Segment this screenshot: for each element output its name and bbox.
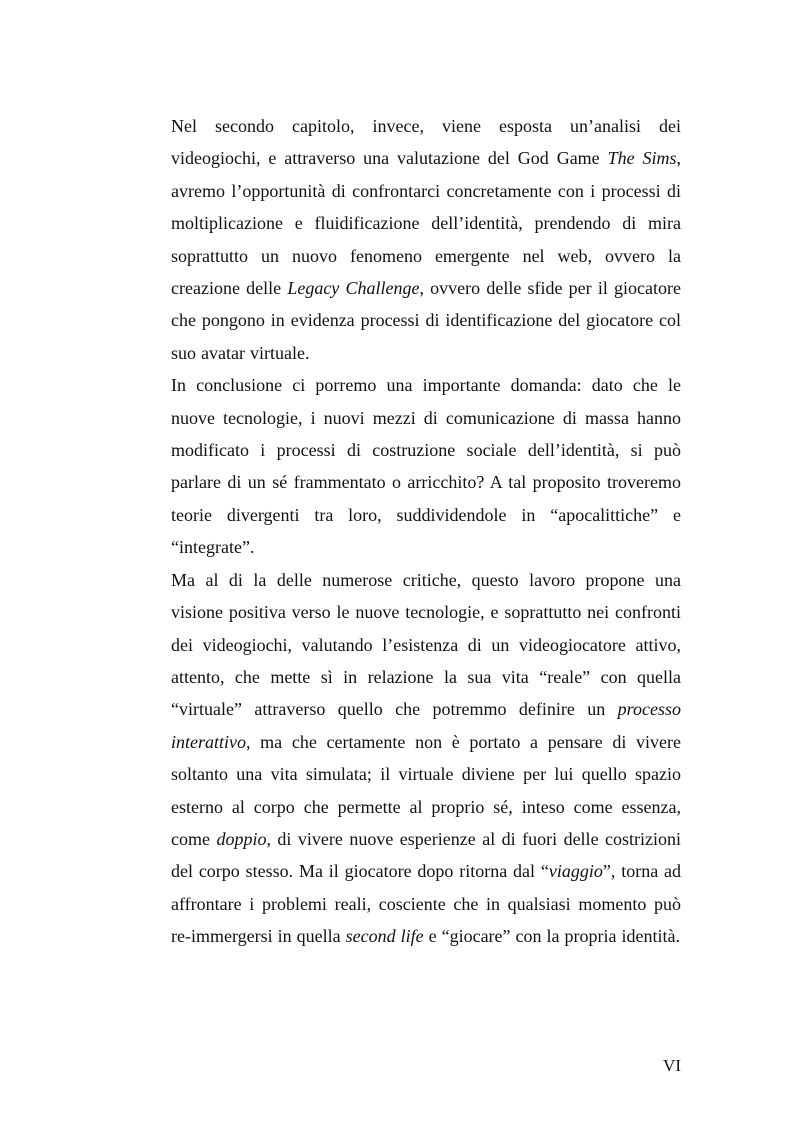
text-segment: Nel secondo capitolo, invece, viene esposta un’analisi dei videogiochi, e attraverso una valutazione del God Game [171, 116, 681, 169]
page-number: VI [663, 1056, 681, 1075]
text-segment: , ovvero delle sfide per il giocatore che pongono in evidenza processi di identificazione del giocatore col suo avatar virtuale. [171, 278, 682, 363]
italic-term-processo-interattivo: processo interattivo, [171, 699, 681, 752]
text-segment: ”, torna ad affrontare i problemi reali, cosciente che in qualsiasi momento può re-immergersi in quella [171, 861, 681, 947]
paragraph-2 [171, 369, 681, 563]
text-segment: In conclusione ci porremo una importante domanda: dato che le nuove tecnologie, i nuovi mezzi di comunicazione di massa hanno modificato i processi di costruzione sociale dell’identità, si può parlare di un sé frammentato o arricchito? A tal proposito troveremo teorie divergenti tra loro, suddividendole in “apocalittiche” e “integrate”. [171, 375, 681, 558]
body-text [171, 110, 681, 953]
italic-term-second-life: second life [345, 926, 424, 947]
italic-term-legacy-challenge: Legacy Challenge [287, 278, 420, 299]
text-segment: e “giocare” con la propria identità. [423, 926, 680, 947]
text-segment: , avremo l’opportunità di confrontarci concretamente con i processi di moltiplicazione e fluidificazione dell’identità, prendendo di mira soprattutto un nuovo fenomeno emergente nel web, ovvero la creazione delle [171, 148, 681, 299]
text-segment: , di vivere nuove esperienze al di fuori delle costrizioni del corpo stesso. Ma il giocatore dopo ritorna dal “ [171, 828, 681, 882]
paragraph-1 [171, 110, 681, 369]
text-segment: ma che certamente non è portato a pensare di vivere soltanto una vita simulata; il virtuale diviene per lui quello spazio esterno al corpo che permette al proprio sé, inteso come essenza, come [171, 731, 681, 849]
italic-term-viaggio: viaggio [548, 861, 603, 882]
text-segment: Ma al di la delle numerose critiche, questo lavoro propone una visione positiva verso le nuove tecnologie, e soprattutto nei confronti dei videogiochi, valutando l’esistenza di un videogiocatore attivo, attento, che mette sì in relazione la sua vita “reale” con quella “virtuale” attraverso quello che potremmo definire un [171, 569, 681, 720]
paragraph-3 [171, 564, 681, 953]
italic-term-doppio: doppio [216, 828, 267, 849]
italic-title-the-sims: The Sims [607, 148, 677, 169]
